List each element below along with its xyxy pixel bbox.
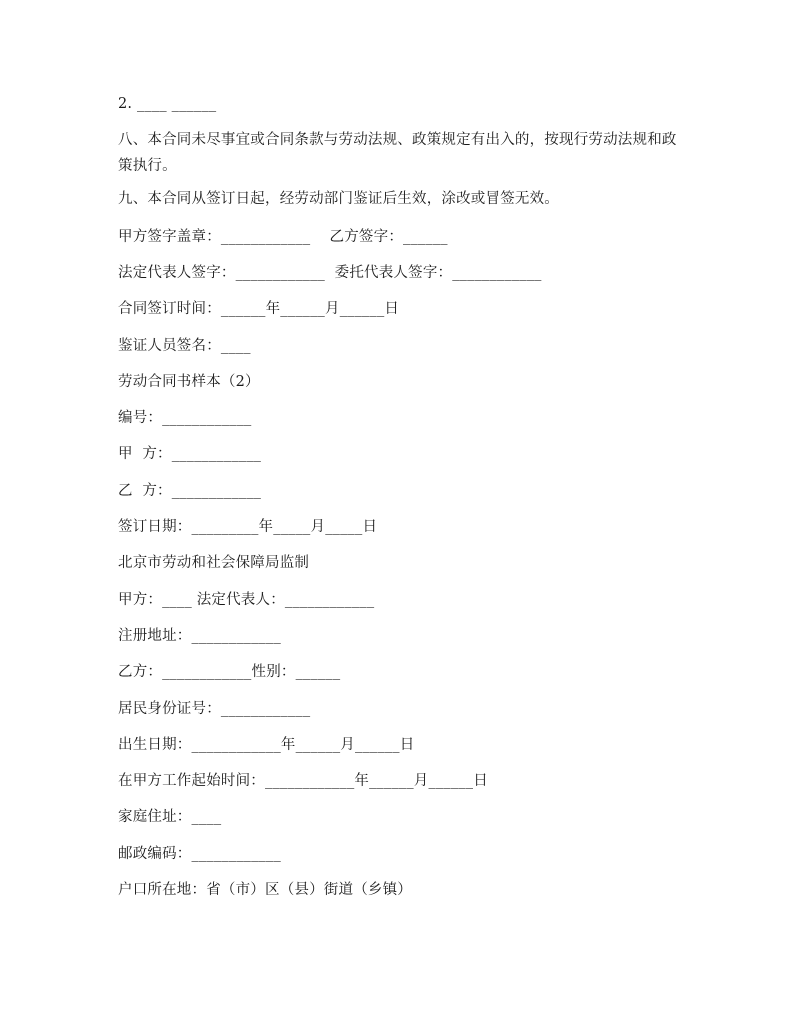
signing-date-field: 签订日期：_________年_____月_____日 [118, 519, 378, 535]
sample-title: 劳动合同书样本（2） [118, 374, 260, 390]
party-a-legal-rep: 甲方：____ 法定代表人：____________ [118, 592, 375, 608]
signature-line-representatives: 法定代表人签字：____________ 委托代表人签字：____________ [118, 265, 542, 281]
id-number: 居民身份证号：____________ [118, 701, 311, 717]
birth-date: 出生日期：____________年______月______日 [118, 737, 415, 753]
clause-9: 九、本合同从签订日起，经劳动部门鉴证后生效，涂改或冒签无效。 [118, 191, 559, 207]
signature-line-parties: 甲方签字盖章：____________ 乙方签字：______ [118, 229, 448, 245]
issuer-line: 北京市劳动和社会保障局监制 [118, 555, 310, 571]
home-address: 家庭住址：____ [118, 809, 222, 825]
contract-signing-date: 合同签订时间：______年______月______日 [118, 301, 400, 317]
party-b-gender: 乙方：____________性别：______ [118, 664, 341, 680]
item-2-blanks: 2. ____ ______ [118, 96, 217, 112]
verifier-signature: 鉴证人员签名：____ [118, 338, 251, 354]
party-b-field: 乙 方：____________ [118, 483, 262, 499]
party-a-field: 甲 方：____________ [118, 446, 262, 462]
clause-8: 八、本合同未尽事宜或合同条款与劳动法规、政策规定有出入的，按现行劳动法规和政策执行。 [118, 132, 677, 174]
employment-start-date: 在甲方工作起始时间：____________年______月______日 [118, 773, 488, 789]
postal-code: 邮政编码：____________ [118, 846, 281, 862]
household-registration: 户口所在地：省（市）区（县）街道（乡镇） [118, 882, 412, 898]
registered-address: 注册地址：____________ [118, 628, 281, 644]
contract-number: 编号：____________ [118, 410, 252, 426]
